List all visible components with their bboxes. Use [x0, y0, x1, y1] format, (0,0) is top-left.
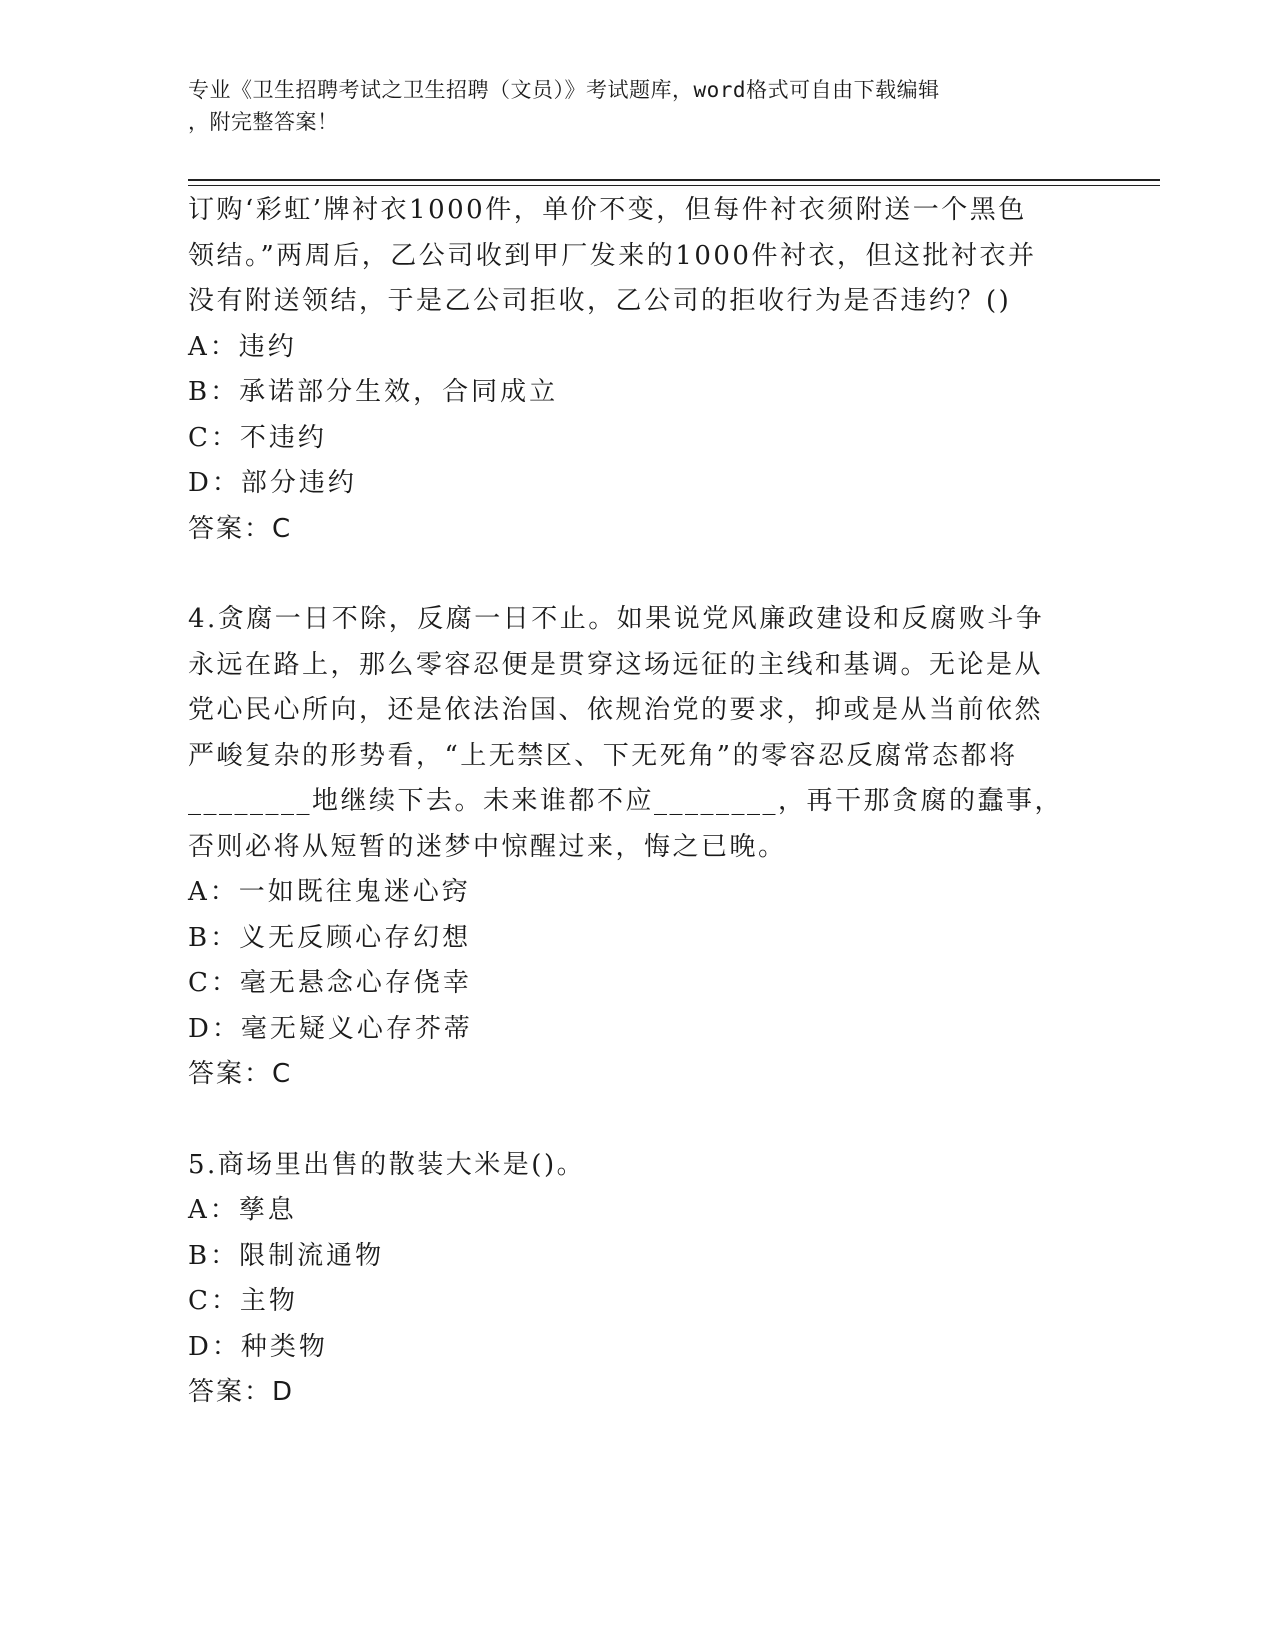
option-d: D：部分违约	[188, 468, 357, 498]
question-4	[188, 597, 1088, 1098]
header-line-2: ，附完整答案！	[188, 110, 339, 134]
question-text-line: 没有附送领结，于是乙公司拒收，乙公司的拒收行为是否违约？()	[188, 286, 1012, 316]
answer-label: 答案：C	[188, 1059, 293, 1089]
option-a: A：违约	[188, 331, 297, 362]
option-b: B：承诺部分生效，合同成立	[188, 377, 559, 407]
document-header	[188, 74, 1068, 138]
question-5	[188, 1143, 1088, 1416]
question-text-line: 5.商场里出售的散装大米是()。	[188, 1149, 586, 1180]
question-text-line: 4.贪腐一日不除，反腐一日不止。如果说党风廉政建设和反腐败斗争	[188, 604, 1045, 634]
option-d: D：种类物	[188, 1331, 328, 1362]
option-a: A：一如既往鬼迷心窍	[188, 877, 471, 907]
question-list	[188, 188, 1088, 1416]
question-text-line: 否则必将从短暂的迷梦中惊醒过来，悔之已晚。	[188, 831, 787, 862]
option-a: A：孳息	[188, 1195, 297, 1225]
header-rule-thin	[188, 185, 1160, 186]
header-line-1: 专业《卫生招聘考试之卫生招聘（文员）》考试题库，word格式可自由下载编辑	[188, 78, 940, 102]
question-text-line: 党心民心所向，还是依法治国、依规治党的要求，抑或是从当前依然	[188, 695, 1044, 725]
option-d: D：毫无疑义心存芥蒂	[188, 1013, 473, 1044]
option-c: C：主物	[188, 1286, 298, 1316]
option-c: C：不违约	[188, 422, 327, 453]
option-c: C：毫无悬念心存侥幸	[188, 968, 472, 998]
question-text-line: 订购‘彩虹’牌衬衣1000件，单价不变，但每件衬衣须附送一个黑色	[188, 195, 1027, 225]
question-text-line: 严峻复杂的形势看，“上无禁区、下无死角”的零容忍反腐常态都将	[188, 740, 1018, 771]
header-rule-thick	[188, 179, 1160, 181]
question-text-line: 领结。”两周后，乙公司收到甲厂发来的1000件衬衣，但这批衬衣并	[188, 240, 1037, 271]
option-b: B：义无反顾心存幻想	[188, 922, 472, 953]
answer-label: 答案：D	[188, 1377, 295, 1407]
answer-label: 答案：C	[188, 513, 293, 544]
question-text-line: ________地继续下去。未来谁都不应________，再干那贪腐的蠢事，	[188, 786, 1064, 816]
question-text-line: 永远在路上，那么零容忍便是贯穿这场远征的主线和基调。无论是从	[188, 649, 1044, 680]
question-3	[188, 188, 1088, 552]
option-b: B：限制流通物	[188, 1240, 385, 1271]
